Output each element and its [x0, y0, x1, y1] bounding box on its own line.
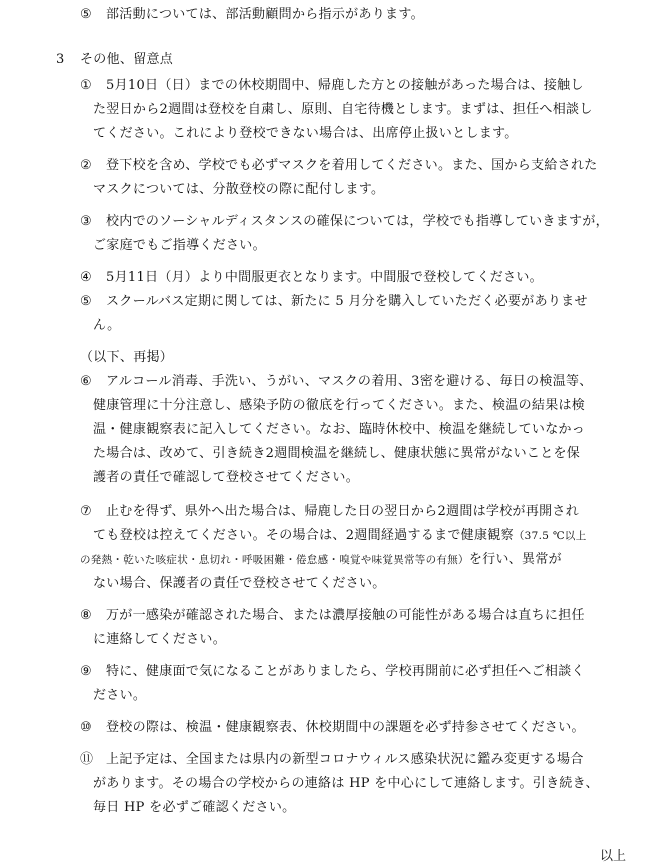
item-number: ⑤ — [80, 7, 92, 22]
item-line: た翌日から2週間は登校を自粛し、原則、自宅待機とします。まずは、担任へ相談し — [93, 102, 593, 117]
item-8 — [80, 608, 585, 624]
top-item — [80, 7, 424, 23]
item-number: ② — [80, 158, 92, 173]
item-number: ① — [80, 78, 92, 93]
item-line: 校内でのソーシャルディスタンスの確保については，学校でも指導していきますが， — [106, 214, 609, 229]
item-line: に連絡してください。 — [93, 632, 227, 647]
item-line: があります。その場合の学校からの連絡は HP を中心にして連絡します。引き続き、 — [93, 776, 599, 791]
item-2 — [80, 158, 598, 174]
item-line: 毎日 HP を必ずご確認ください。 — [93, 800, 296, 815]
item-7 — [80, 504, 579, 520]
item-line: ん。 — [93, 318, 121, 333]
item-text: 部活動については、部活動顧問から指示があります。 — [106, 7, 424, 22]
item-3 — [80, 214, 609, 230]
item-line: 上記予定は、全国または県内の新型コロナウィルス感染状況に鑑み変更する場合 — [106, 752, 584, 767]
item-line-main: ても登校は控えてください。その場合は、2週間経過するまで健康観察 — [93, 528, 514, 543]
section-title: その他、留意点 — [80, 52, 174, 67]
item-line — [80, 552, 562, 568]
item-line: 健康管理に十分注意し、感染予防の徹底を行ってください。また、検温の結果は検 — [93, 398, 586, 413]
item-line: アルコール消毒、手洗い、うがい、マスクの着用、3密を避ける、毎日の検温等、 — [106, 374, 593, 389]
section-heading — [56, 52, 173, 68]
item-line: てください。これにより登校できない場合は、出席停止扱いとします。 — [93, 126, 518, 141]
item-number: ⑪ — [80, 752, 94, 767]
item-line: 護者の責任で確認して登校させてください。 — [93, 470, 360, 485]
item-11 — [80, 752, 584, 768]
item-line: 止むを得ず、県外へ出た場合は、帰鹿した日の翌日から2週間は学校が再開され — [106, 504, 580, 519]
item-line — [93, 528, 587, 544]
item-line: 万が一感染が確認された場合、または濃厚接触の可能性がある場合は直ちに担任 — [106, 608, 585, 623]
item-line: 5月10日（日）までの休校期間中、帰鹿した方との接触があった場合は、接触し — [106, 78, 584, 93]
item-10 — [80, 720, 585, 736]
item-line: スクールバス定期に関しては、新たに 5 月分を購入していただく必要がありませ — [106, 294, 588, 309]
item-line-main: を行い、異常が — [468, 552, 562, 567]
item-line: 登校の際は、検温・健康観察表、休校期間中の課題を必ず持参させてください。 — [106, 720, 585, 735]
item-line-note: の発熱・乾いた咳症状・息切れ・呼吸困難・倦怠感・嗅覚や味覚異常等の有無） — [80, 554, 469, 566]
item-line: ご家庭でもご指導ください。 — [93, 238, 266, 253]
item-line: ださい。 — [93, 688, 147, 703]
item-number: ⑨ — [80, 664, 92, 679]
item-number: ④ — [80, 270, 92, 285]
item-number: ③ — [80, 214, 92, 229]
item-6 — [80, 374, 593, 390]
item-line: た場合は、改めて、引き続き2週間検温を継続し、健康状態に異常がないことを保 — [93, 446, 581, 461]
item-5 — [80, 294, 588, 310]
item-number: ⑦ — [80, 504, 92, 519]
item-line: 温・健康観察表に記入してください。なお、臨時休校中、検温を継続していなかっ — [93, 422, 586, 437]
item-number: ⑤ — [80, 294, 92, 309]
item-line: 特に、健康面で気になることがありましたら、学校再開前に必ず担任へご相談く — [106, 664, 585, 679]
item-line: マスクについては、分散登校の際に配付します。 — [93, 182, 385, 197]
item-number: ⑩ — [80, 720, 92, 735]
item-line-note: （37.5 ℃以上 — [513, 530, 587, 542]
item-9 — [80, 664, 585, 680]
item-number: ⑧ — [80, 608, 92, 623]
item-line: ない場合、保護者の責任で登校させてください。 — [93, 576, 386, 591]
item-number: ⑥ — [80, 374, 92, 389]
closing-text: 以上 — [599, 849, 626, 864]
section-number: 3 — [56, 52, 65, 67]
item-line: 登下校を含め、学校でも必ずマスクを着用してください。また、国から支給された — [106, 158, 598, 173]
item-line: 5月11日（月）より中間服更衣となります。中間服で登校してください。 — [106, 270, 543, 285]
item-4 — [80, 270, 543, 286]
repost-label: （以下、再掲） — [80, 350, 174, 365]
item-1 — [80, 78, 584, 94]
